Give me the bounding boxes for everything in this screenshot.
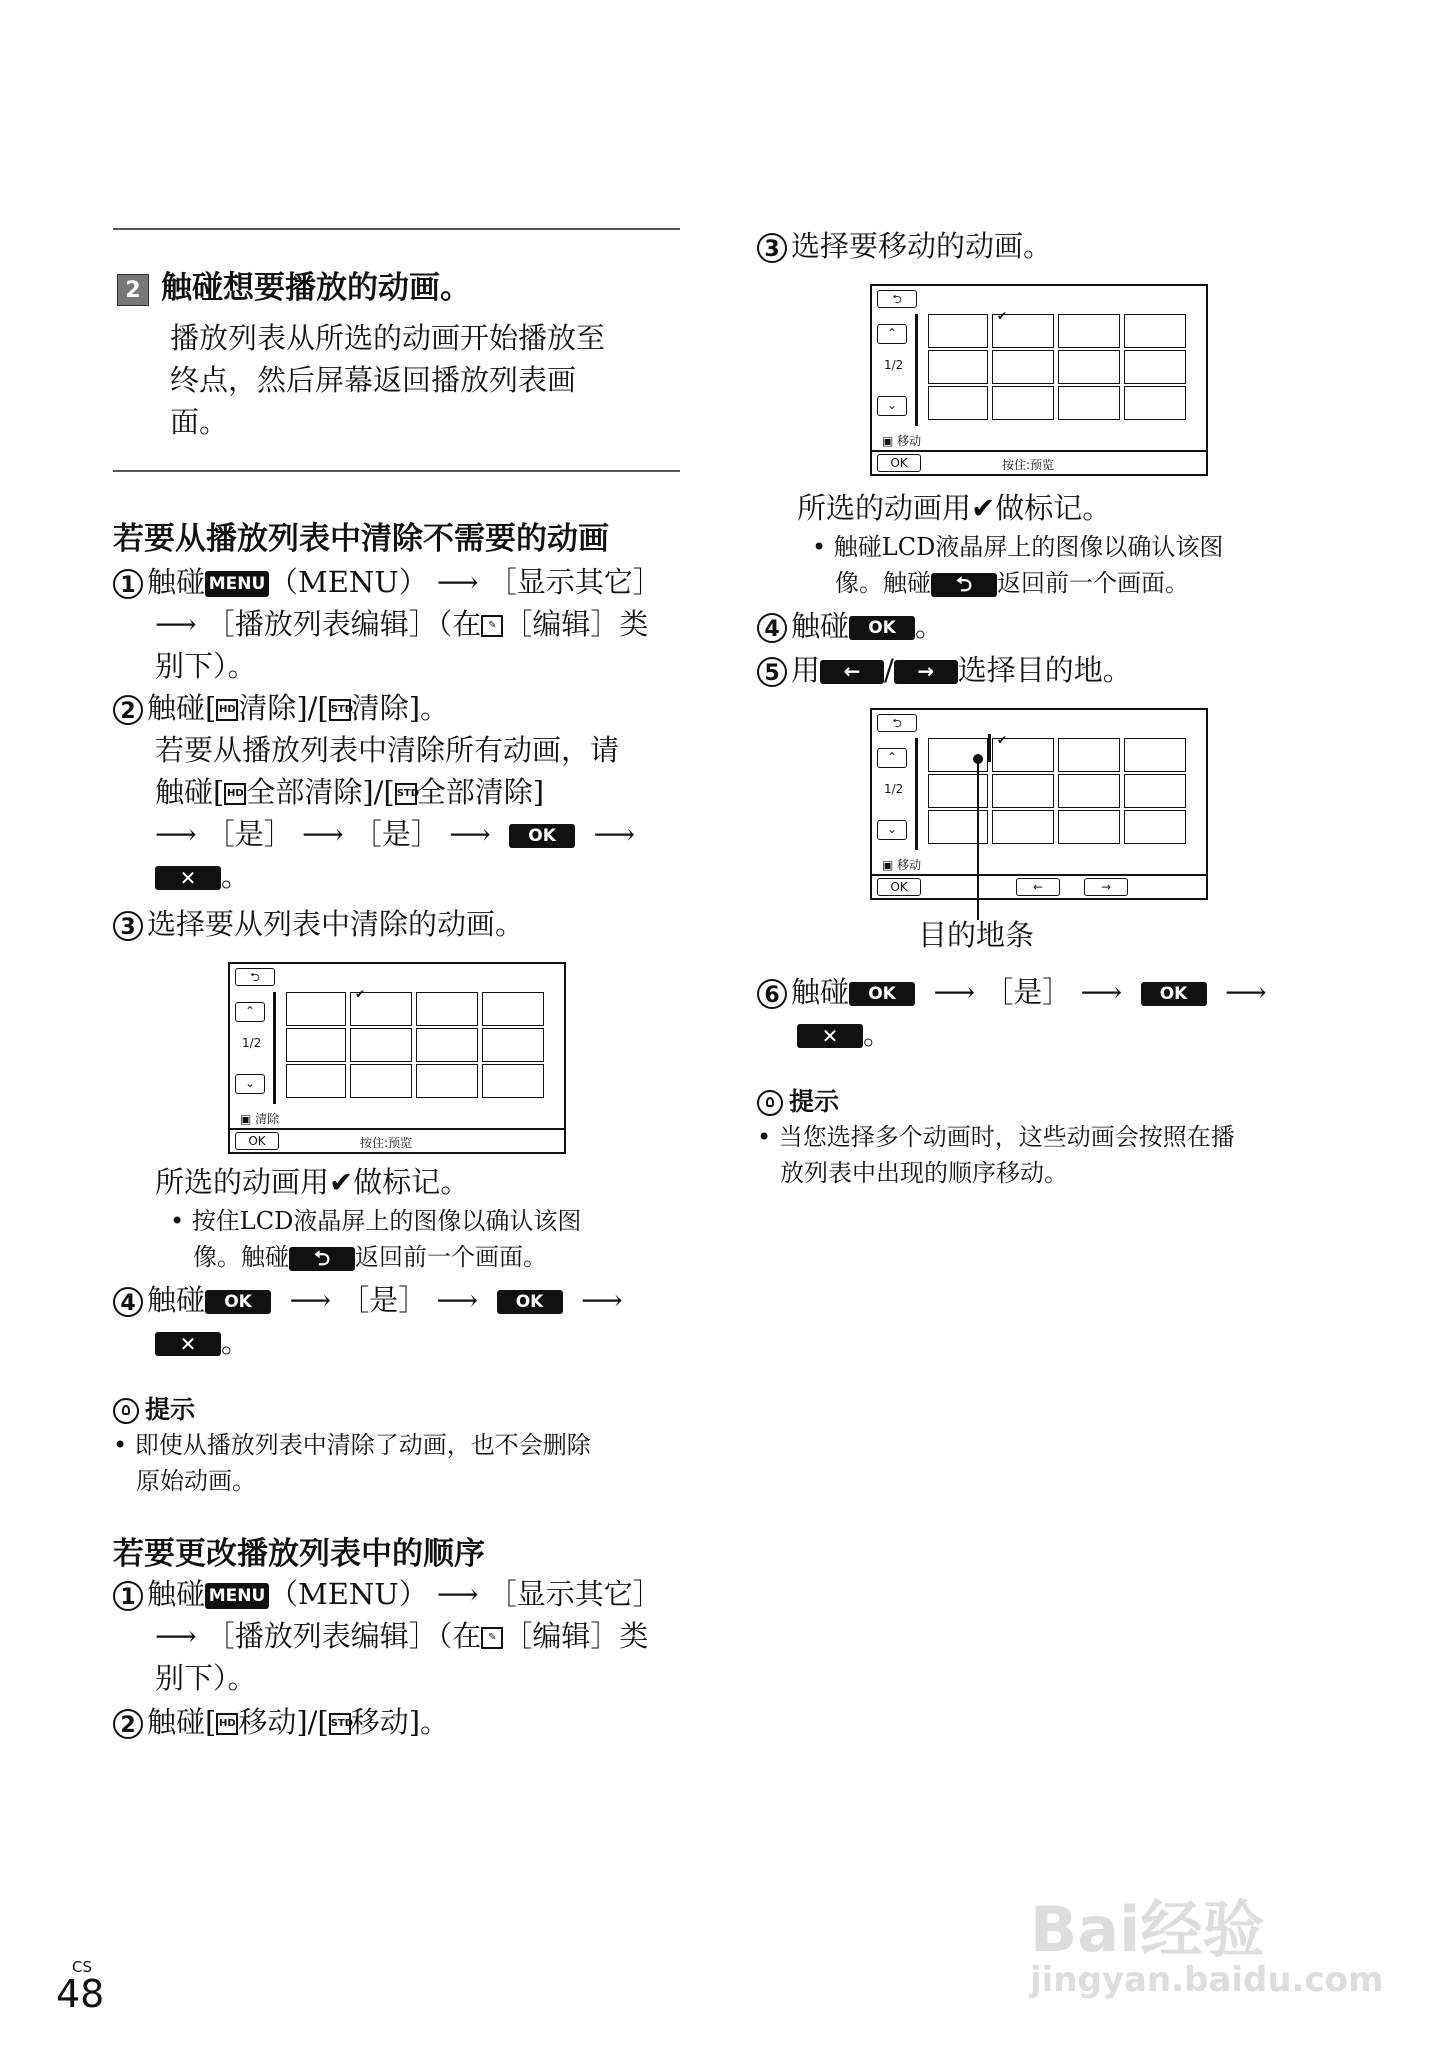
yes-option: ［是］: [340, 1283, 428, 1317]
step-number: 3: [757, 233, 787, 263]
remove-marked-text: 所选的动画用✔做标记。: [155, 1165, 470, 1199]
step-text: ［编辑］类: [503, 607, 649, 641]
step-number: 3: [113, 911, 143, 941]
screen-ok-button: OK: [877, 878, 921, 896]
bullet-text: 按住LCD液晶屏上的图像以确认该图: [191, 1207, 582, 1235]
screen-right-button: →: [1084, 878, 1128, 896]
remove-heading: 若要从播放列表中清除不需要的动画: [113, 521, 609, 557]
order-step1-line2: [155, 1616, 648, 1656]
arrow-right-icon: ⟶: [155, 817, 197, 851]
arrow-right-icon: ⟶: [436, 1577, 479, 1611]
thumbnail: [1124, 738, 1186, 772]
step-text: （MENU）: [269, 1577, 428, 1611]
arrow-right-icon: ⟶: [1080, 975, 1123, 1009]
step-number: 6: [757, 979, 787, 1009]
mid-rule: [113, 470, 680, 472]
top-rule: [113, 228, 680, 230]
mode-label-text: 清除: [255, 1112, 280, 1126]
thumbnail: [350, 1028, 412, 1062]
move-step3: [757, 226, 1052, 266]
step-text: 。: [221, 859, 251, 893]
page-number: 48: [56, 1972, 105, 2016]
step-text: 触碰: [147, 1283, 206, 1317]
page-lang: CS: [72, 1958, 92, 1976]
step-text: 触碰[: [155, 775, 225, 809]
thumbnail: [928, 350, 988, 384]
baidu-watermark: Bai经验: [1030, 1893, 1265, 1966]
thumbnail: [928, 386, 988, 420]
thumbnail-selected: [350, 987, 412, 1026]
ok-button[interactable]: OK: [205, 1290, 271, 1314]
mode-label: ▣ 移动: [882, 858, 922, 872]
yes-option: ［是］: [205, 817, 293, 851]
move-bullet-1: • 触碰LCD液晶屏上的图像以确认该图: [812, 533, 1224, 561]
page-indicator: 1/2: [242, 1036, 262, 1050]
thumbnail: [992, 810, 1054, 844]
menu-button[interactable]: MENU: [205, 1583, 269, 1609]
remove-step1-line2: [155, 604, 648, 644]
step2-number: 2: [117, 274, 149, 306]
step-text: 移动]/[: [238, 1705, 329, 1739]
ok-button[interactable]: OK: [849, 616, 915, 640]
arrow-right-icon: ⟶: [155, 1619, 197, 1653]
tip1-line2: 原始动画。: [136, 1467, 256, 1495]
return-icon: ⮌: [235, 968, 275, 986]
step-text: 触碰: [147, 1577, 206, 1611]
step-text: 。: [863, 1017, 893, 1051]
screen-ok-button: OK: [235, 1132, 279, 1150]
move-select-screen-illustration: [870, 284, 1208, 476]
remove-step2-line5: [155, 856, 250, 896]
step-text: （MENU）: [269, 565, 428, 599]
tip1-heading: [113, 1390, 195, 1426]
mode-label: ▣ 移动: [882, 434, 922, 448]
arrow-right-icon: ⟶: [933, 975, 976, 1009]
preview-hint: 按住:预览: [1002, 458, 1055, 472]
thumbnail: [482, 1064, 544, 1098]
screen-divider: [230, 1128, 564, 1130]
tip-bulb-icon: [113, 1398, 139, 1424]
page-indicator: 1/2: [884, 782, 904, 796]
order-step2: [113, 1702, 449, 1742]
close-button[interactable]: ✕: [155, 866, 221, 890]
menu-show-others: ［显示其它］: [487, 1577, 662, 1611]
step-number: 2: [113, 695, 143, 725]
menu-show-others: ［显示其它］: [487, 565, 662, 599]
move-step6: [757, 972, 1267, 1012]
step-text: 全部清除]: [416, 775, 545, 809]
return-icon: ⮌: [877, 290, 917, 308]
step-text: 触碰[: [147, 691, 217, 725]
bullet-text: 触碰LCD液晶屏上的图像以确认该图: [833, 533, 1224, 561]
thumbnail: [1058, 810, 1120, 844]
step-text: ［编辑］类: [503, 1619, 649, 1653]
step-text: 清除]。: [350, 691, 450, 725]
move-step5: [757, 650, 1132, 690]
order-step1: [113, 1574, 662, 1614]
arrow-right-icon: ⟶: [436, 1283, 479, 1317]
yes-option: ［是］: [984, 975, 1072, 1009]
bullet-text: 返回前一个画面。: [997, 569, 1189, 597]
remove-step1: [113, 562, 662, 602]
arrow-right-icon: ⟶: [1224, 975, 1267, 1009]
preview-hint: 按住:预览: [360, 1136, 413, 1150]
remove-step2-line3: [155, 772, 544, 812]
thumbnail: [482, 992, 544, 1026]
step-text: 选择要移动的动画。: [791, 229, 1053, 263]
bullet-text: 像。触碰: [193, 1243, 289, 1271]
move-destination-screen-illustration: [870, 708, 1208, 900]
destination-leader-dot: [973, 754, 983, 764]
step-text: 触碰: [147, 565, 206, 599]
step-text: 触碰: [791, 975, 850, 1009]
step-number: 1: [113, 1581, 143, 1611]
step-number: 2: [113, 1709, 143, 1739]
move-step4: [757, 606, 944, 646]
step-text: /: [884, 653, 894, 687]
order-heading: 若要更改播放列表中的顺序: [113, 1536, 485, 1572]
remove-step2-line4: [155, 814, 635, 854]
remove-step2: [113, 688, 449, 728]
step-text: 选择目的地。: [957, 653, 1132, 687]
screen-left-button: ←: [1016, 878, 1060, 896]
screen-divider: [872, 874, 1206, 876]
thumbnail: [1124, 810, 1186, 844]
tip2-line1: • 当您选择多个动画时，这些动画会按照在播: [757, 1123, 1235, 1151]
move-step6-line2: [797, 1014, 892, 1054]
step-text: 触碰[: [147, 1705, 217, 1739]
thumbnail: [350, 1064, 412, 1098]
bullet-text: 像。触碰: [835, 569, 931, 597]
scroll-down-icon: ⌄: [235, 1074, 265, 1094]
destination-leader-line: [977, 758, 979, 920]
thumbnail: [1058, 774, 1120, 808]
remove-bullet-1: • 按住LCD液晶屏上的图像以确认该图: [170, 1207, 582, 1235]
tip2-line2: 放列表中出现的顺序移动。: [780, 1159, 1068, 1187]
move-bullet-2: [835, 566, 1189, 600]
destination-bar-label: 目的地条: [918, 918, 1035, 952]
scrollbar: [915, 738, 918, 850]
tip-bulb-icon: [757, 1090, 783, 1116]
step-text: 选择要从列表中清除的动画。: [147, 907, 525, 941]
thumbnail: [1124, 314, 1186, 348]
step-text: 。: [221, 1325, 251, 1359]
step-text: 触碰: [791, 609, 850, 643]
scroll-up-icon: ⌃: [235, 1002, 265, 1022]
arrow-right-icon: ⟶: [580, 1283, 623, 1317]
scroll-down-icon: ⌄: [877, 820, 907, 840]
scroll-up-icon: ⌃: [877, 748, 907, 768]
remove-step1-line3: 别下）。: [155, 649, 257, 683]
return-button[interactable]: ⮌: [289, 1247, 355, 1271]
check-icon: ✔: [997, 309, 1008, 323]
tip-heading-text: 提示: [789, 1087, 840, 1116]
remove-step3: [113, 904, 524, 944]
return-button[interactable]: ⮌: [931, 573, 997, 597]
tip-text: 当您选择多个动画时，这些动画会按照在播: [778, 1123, 1235, 1151]
thumbnail: [286, 1064, 346, 1098]
step2-desc-1: 播放列表从所选的动画开始播放至: [170, 321, 606, 355]
thumbnail: [1058, 386, 1120, 420]
ok-button[interactable]: OK: [849, 982, 915, 1006]
step-number: 4: [113, 1287, 143, 1317]
move-marked-text: 所选的动画用✔做标记。: [797, 491, 1112, 525]
thumbnail: [416, 1064, 478, 1098]
remove-step4-line2: [155, 1322, 250, 1362]
thumbnail: [992, 350, 1054, 384]
page-indicator: 1/2: [884, 358, 904, 372]
mode-label-text: 移动: [897, 434, 922, 448]
order-step1-line3: 别下）。: [155, 1661, 257, 1695]
arrow-right-icon: ⟶: [289, 1283, 332, 1317]
scroll-down-icon: ⌄: [877, 396, 907, 416]
thumbnail: [928, 314, 988, 348]
step-text: 全部清除]/[: [246, 775, 395, 809]
thumbnail: [286, 1028, 346, 1062]
clear-screen-illustration: [228, 962, 566, 1154]
check-icon: ✔: [997, 733, 1008, 747]
remove-bullet-2: [193, 1240, 547, 1274]
scroll-up-icon: ⌃: [877, 324, 907, 344]
edit-category-icon: ✎: [481, 615, 503, 637]
thumbnail: [1058, 738, 1120, 772]
bullet-text: 返回前一个画面。: [355, 1243, 547, 1271]
step-number: 5: [757, 657, 787, 687]
step2-desc-2: 终点，然后屏幕返回播放列表画: [170, 363, 577, 397]
playlist-hd-icon: HD: [216, 1713, 238, 1735]
step-number: 4: [757, 613, 787, 643]
step-text: 清除]/[: [238, 691, 329, 725]
check-icon: ✔: [355, 987, 366, 1001]
scrollbar: [273, 992, 276, 1104]
arrow-right-icon: ⟶: [593, 817, 636, 851]
step-text: 。: [915, 609, 945, 643]
step-number: 1: [113, 569, 143, 599]
thumbnail: [992, 386, 1054, 420]
playlist-std-icon: STD: [395, 783, 417, 805]
step-text: 移动]。: [350, 1705, 450, 1739]
scrollbar: [915, 314, 918, 426]
destination-bar: [988, 734, 991, 762]
step2-desc-3: 面。: [170, 405, 229, 439]
arrow-right-icon: ⟶: [155, 607, 197, 641]
remove-step4: [113, 1280, 623, 1320]
thumbnail: [1058, 314, 1120, 348]
playlist-hd-icon: HD: [216, 699, 238, 721]
step2-title-text: 触碰想要播放的动画。: [161, 270, 471, 306]
tip-text: 即使从播放列表中清除了动画，也不会删除: [134, 1431, 591, 1459]
step-text: ［播放列表编辑］（在: [205, 1619, 482, 1653]
thumbnail: [1124, 774, 1186, 808]
close-button[interactable]: ✕: [797, 1024, 863, 1048]
baidu-watermark-url: jingyan.baidu.com: [1030, 1960, 1384, 2000]
tip-heading-text: 提示: [145, 1395, 196, 1424]
thumbnail: [416, 992, 478, 1026]
screen-divider: [872, 450, 1206, 452]
mode-label: ▣ 清除: [240, 1112, 280, 1126]
step-text: 用: [791, 653, 821, 687]
thumbnail: [482, 1028, 544, 1062]
ok-button[interactable]: OK: [1141, 982, 1207, 1006]
ok-button[interactable]: OK: [509, 824, 575, 848]
screen-ok-button: OK: [877, 454, 921, 472]
arrow-right-icon: ⟶: [449, 817, 491, 851]
tip1-line1: • 即使从播放列表中清除了动画，也不会删除: [113, 1431, 591, 1459]
thumbnail-selected: [992, 309, 1054, 348]
edit-category-icon: ✎: [481, 1627, 503, 1649]
arrow-right-icon: ⟶: [436, 565, 479, 599]
thumbnail: [928, 810, 988, 844]
ok-button[interactable]: OK: [497, 1290, 563, 1314]
thumbnail: [992, 774, 1054, 808]
step-text: ［播放列表编辑］（在: [205, 607, 482, 641]
remove-step2-line2: 若要从播放列表中清除所有动画，请: [155, 733, 620, 767]
return-icon: ⮌: [877, 714, 917, 732]
close-button[interactable]: ✕: [155, 1332, 221, 1356]
tip2-heading: [757, 1082, 839, 1118]
thumbnail: [1124, 350, 1186, 384]
menu-button[interactable]: MENU: [205, 571, 269, 597]
move-left-button[interactable]: ←: [820, 660, 884, 684]
playlist-std-icon: STD: [329, 699, 351, 721]
thumbnail-selected: [992, 733, 1054, 772]
arrow-right-icon: ⟶: [302, 817, 344, 851]
thumbnail: [1058, 350, 1120, 384]
playlist-std-icon: STD: [329, 1713, 351, 1735]
step2-title: [117, 262, 471, 307]
mode-label-text: 移动: [897, 858, 922, 872]
move-right-button[interactable]: →: [894, 660, 958, 684]
thumbnail: [928, 774, 988, 808]
thumbnail: [416, 1028, 478, 1062]
playlist-hd-icon: HD: [224, 783, 246, 805]
yes-option: ［是］: [352, 817, 440, 851]
thumbnail: [286, 992, 346, 1026]
thumbnail: [1124, 386, 1186, 420]
